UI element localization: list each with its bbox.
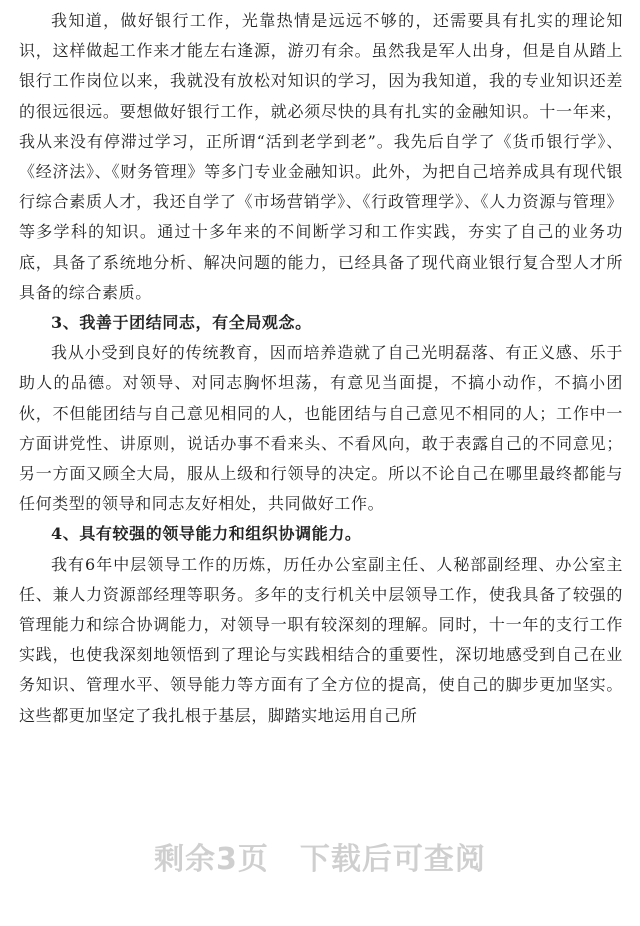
document-body: [19, 6, 623, 731]
section-heading-teamwork: 3、我善于团结同志，有全局观念。: [51, 313, 312, 333]
paragraph-knowledge-study: 我知道，做好银行工作，光靠热情是远远不够的，还需要具有扎实的理论知识，这样做起工作来才能左右逢源，游刃有余。虽然我是军人出身，但是自从踏上银行工作岗位以来，我就没有放松对知识的学习，因为我知道，我的专业知识还差的很远很远。要想做好银行工作，就必须尽快的具有扎实的金融知识。十一年来，我从来没有停滞过学习，正所谓“活到老学到老”。我先后自学了《货币银行学》、《经济法》、《财务管理》等多门专业金融知识。此外，为把自己培养成具有现代银行综合素质人才，我还自学了《市场营销学》、《行政管理学》、《人力资源与管理》等多学科的知识。通过十多年来的不间断学习和工作实践，夯实了自己的业务功底，具备了系统地分析、解决问题的能力，已经具备了现代商业银行复合型人才所具备的综合素质。: [19, 11, 623, 302]
remaining-pages-banner: 剩余3页 下载后可查阅: [154, 842, 486, 877]
paragraph-leadership: 我有6年中层领导工作的历炼，历任办公室副主任、人秘部副经理、办公室主任、兼人力资源部经理等职务。多年的支行机关中层领导工作，使我具备了较强的管理能力和综合协调能力，对领导一职有较深刻的理解。同时，十一年的支行工作实践，也使我深刻地领悟到了理论与实践相结合的重要性，深切地感受到自己在业务知识、管理水平、领导能力等方面有了全方位的提高，使自己的脚步更加坚实。这些都更加坚定了我扎根于基层，脚踏实地运用自己所: [19, 554, 623, 725]
section-heading-leadership: 4、具有较强的领导能力和组织协调能力。: [51, 524, 362, 544]
paragraph-teamwork: 我从小受到良好的传统教育，因而培养造就了自己光明磊落、有正义感、乐于助人的品德。对领导、对同志胸怀坦荡，有意见当面提，不搞小动作，不搞小团伙，不但能团结与自己意见相同的人，也能团结与自己意见不相同的人；工作中一方面讲党性、讲原则，说话办事不看来头、不看风向，敢于表露自己的不同意见；另一方面又顾全大局，服从上级和行领导的决定。所以不论自己在哪里最终都能与任何类型的领导和同志友好相处，共同做好工作。: [19, 343, 623, 514]
